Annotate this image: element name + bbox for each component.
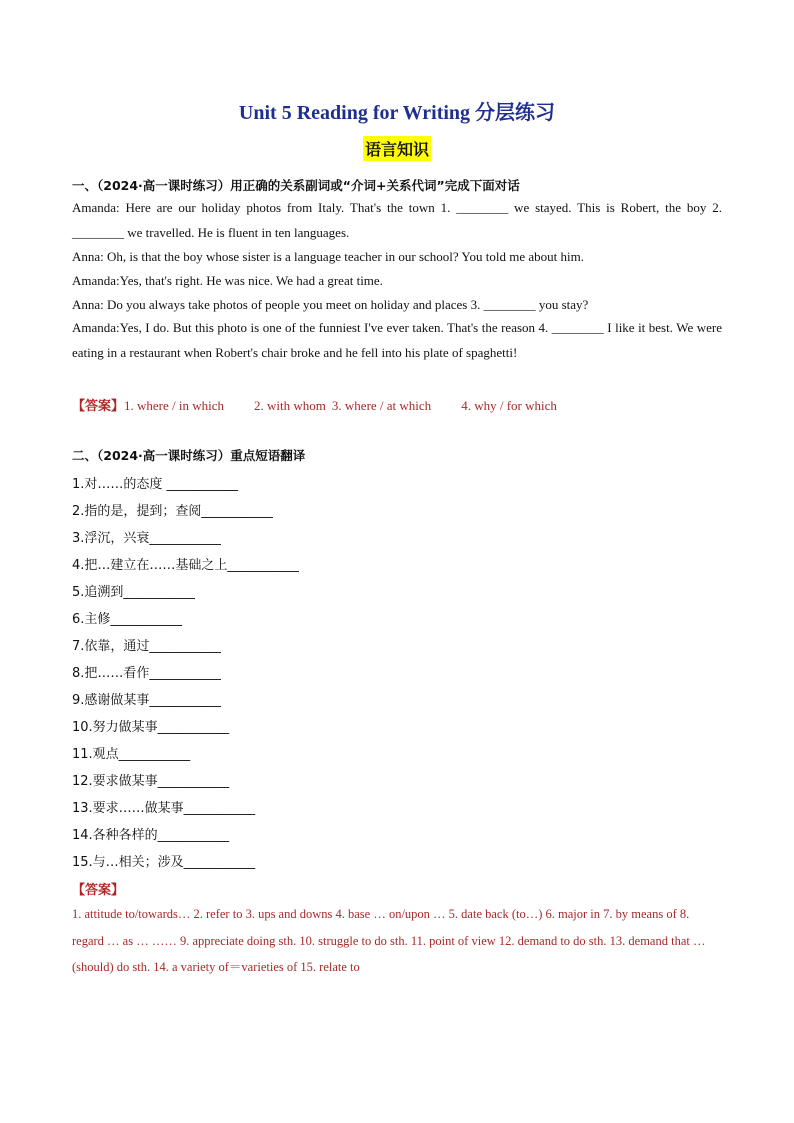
- phrase-item: 14.各种各样的___________: [72, 828, 230, 843]
- section1-answer-row: [72, 395, 557, 414]
- answer-label: 【答案】: [72, 399, 125, 414]
- section1-heading: 一、（2024·高一课时练习）用正确的关系副词或“介词+关系代词”完成下面对话: [72, 178, 520, 193]
- phrase-item: 11.观点___________: [72, 747, 191, 762]
- phrase-item: 6.主修___________: [72, 612, 182, 627]
- answer-label: 【答案】: [72, 883, 125, 898]
- dialogue-amanda-3: Amanda:Yes, I do. But this photo is one of the funniest I've ever taken. That's the reason 4. ________ I like it best. We were eating in a restaurant when Robert's chair broke and he fell into his plate of spaghetti!: [72, 320, 722, 360]
- phrase-item: 9.感谢做某事___________: [72, 693, 221, 708]
- answer-1: 1. where / in which: [124, 398, 225, 413]
- section2-answers: 1. attitude to/towards… 2. refer to 3. ups and downs 4. base … on/upon … 5. date back (to…) 6. major in 7. by means of 8. regard … as … …… 9. appreciate doing sth. 10. struggle to do sth. 11. point of view 12. demand to do sth. 13. demand that … (should) do sth. 14. a variety of＝varieties of 15. relate to: [72, 907, 706, 974]
- phrase-item: 4.把…建立在……基础之上___________: [72, 558, 299, 573]
- phrase-item: 7.依靠，通过___________: [72, 639, 221, 654]
- phrase-item: 12.要求做某事___________: [72, 774, 230, 789]
- dialogue-anna-1: Anna: Oh, is that the boy whose sister is a language teacher in our school? You told me about him.: [72, 249, 584, 264]
- phrase-item: 13.要求……做某事___________: [72, 801, 256, 816]
- phrase-item: 10.努力做某事___________: [72, 720, 230, 735]
- subtitle-wrap: [0, 136, 794, 161]
- phrase-item: 15.与…相关；涉及___________: [72, 855, 256, 870]
- answer-2: 2. with whom: [254, 398, 326, 413]
- phrase-item: 8.把……看作___________: [72, 666, 221, 681]
- phrase-item: 1.对……的态度 ___________: [72, 477, 239, 492]
- phrase-item: 5.追溯到___________: [72, 585, 195, 600]
- answer-4: 4. why / for which: [461, 398, 557, 413]
- answer-3: 3. where / at which: [331, 398, 432, 413]
- section2-heading: 二、（2024·高一课时练习）重点短语翻译: [72, 448, 306, 463]
- section2-answer-label-row: [72, 879, 124, 898]
- dialogue-amanda-1: Amanda: Here are our holiday photos from Italy. That's the town 1. ________ we stayed. This is Robert, the boy 2. ________ we travelled. He is fluent in ten languages.: [72, 200, 722, 240]
- page-title: Unit 5 Reading for Writing 分层练习: [238, 102, 556, 124]
- phrase-item: 2.指的是，提到；查阅___________: [72, 504, 273, 519]
- dialogue-anna-2: Anna: Do you always take photos of people you meet on holiday and places 3. ________ you stay?: [72, 297, 589, 312]
- section-subtitle: 语言知识: [363, 136, 431, 161]
- phrase-item: 3.浮沉，兴衰___________: [72, 531, 221, 546]
- dialogue-amanda-2: Amanda:Yes, that's right. He was nice. We had a great time.: [72, 273, 383, 288]
